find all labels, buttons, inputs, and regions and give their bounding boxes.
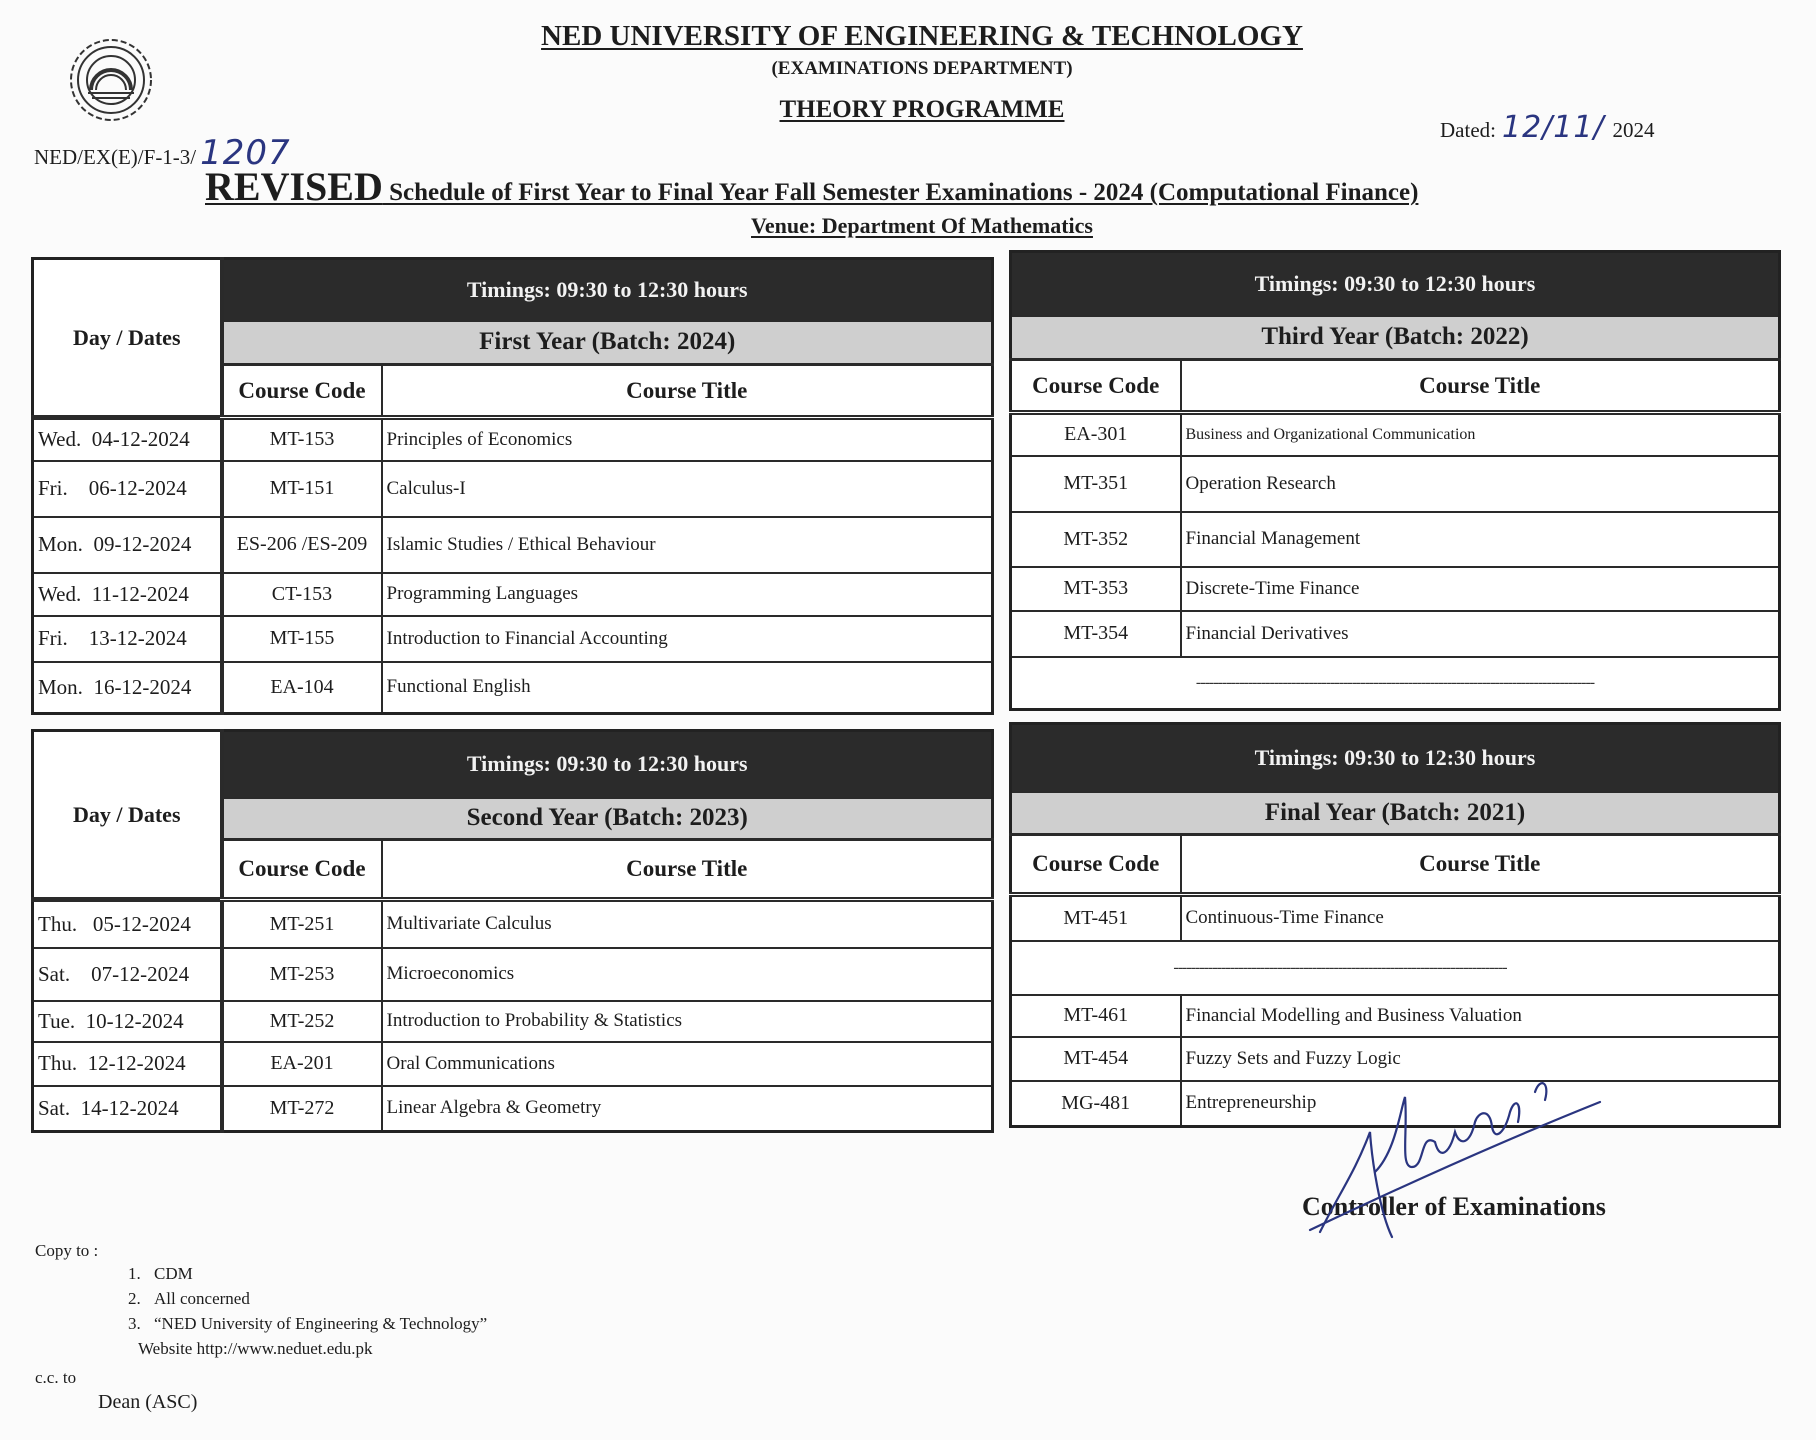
handwritten-signature-icon bbox=[1300, 1072, 1630, 1242]
table-row bbox=[33, 616, 993, 662]
course-title: Operation Research bbox=[1181, 456, 1780, 512]
exam-day-date: Thu. 05-12-2024 bbox=[33, 900, 222, 948]
course-code: MT-252 bbox=[222, 1001, 382, 1042]
course-code: MT-151 bbox=[222, 461, 382, 517]
course-title-header: Course Title bbox=[1181, 835, 1780, 895]
table-row bbox=[33, 1001, 993, 1042]
final-year-table bbox=[1009, 722, 1781, 1128]
reference-number: NED/EX(E)/F-1-3/ 1207 bbox=[34, 133, 291, 173]
batch-header: First Year (Batch: 2024) bbox=[222, 321, 993, 365]
course-code-header: Course Code bbox=[222, 365, 382, 418]
course-title: Fuzzy Sets and Fuzzy Logic bbox=[1181, 1037, 1780, 1081]
course-title: Introduction to Financial Accounting bbox=[382, 616, 993, 662]
copy-to-label: Copy to : bbox=[35, 1241, 99, 1260]
timing-header: Timings: 09:30 to 12:30 hours bbox=[1011, 252, 1780, 316]
timing-header: Timings: 09:30 to 12:30 hours bbox=[1011, 724, 1780, 792]
table-row bbox=[1011, 611, 1780, 657]
course-code: MT-353 bbox=[1011, 567, 1181, 611]
table-row bbox=[1011, 512, 1780, 567]
course-code-header: Course Code bbox=[222, 840, 382, 900]
course-title: Calculus-I bbox=[382, 461, 993, 517]
course-code-header: Course Code bbox=[1011, 835, 1181, 895]
blank-slot-dashes: ----------------------------------------------------------------------------- bbox=[1011, 941, 1780, 995]
course-code: EA-301 bbox=[1011, 413, 1181, 456]
course-code: ES-206 /ES-209 bbox=[222, 517, 382, 573]
handwritten-reference: 1207 bbox=[200, 133, 291, 173]
exam-day-date: Fri. 06-12-2024 bbox=[33, 461, 222, 517]
course-code: MT-451 bbox=[1011, 895, 1181, 941]
course-code: MT-251 bbox=[222, 900, 382, 948]
course-title: Oral Communications bbox=[382, 1042, 993, 1086]
day-dates-header: Day / Dates bbox=[33, 731, 222, 900]
course-title: Entrepreneurship bbox=[1181, 1081, 1780, 1127]
first-year-table bbox=[31, 257, 994, 715]
course-code: MT-454 bbox=[1011, 1037, 1181, 1081]
exam-day-date: Tue. 10-12-2024 bbox=[33, 1001, 222, 1042]
table-row-blank bbox=[1011, 941, 1780, 995]
course-code: CT-153 bbox=[222, 573, 382, 616]
handwritten-date: 12/11/ bbox=[1501, 110, 1605, 145]
table-row bbox=[33, 461, 993, 517]
exam-day-date: Mon. 16-12-2024 bbox=[33, 662, 222, 714]
course-code: MT-253 bbox=[222, 948, 382, 1001]
course-title: Business and Organizational Communication bbox=[1181, 413, 1780, 456]
course-code: MT-352 bbox=[1011, 512, 1181, 567]
department-name: (EXAMINATIONS DEPARTMENT) bbox=[771, 58, 1073, 79]
exam-day-date: Thu. 12-12-2024 bbox=[33, 1042, 222, 1086]
second-year-table bbox=[31, 729, 994, 1133]
exam-day-date: Mon. 09-12-2024 bbox=[33, 517, 222, 573]
table-row-blank bbox=[1011, 657, 1780, 710]
table-row bbox=[33, 948, 993, 1001]
course-title: Microeconomics bbox=[382, 948, 993, 1001]
course-title: Islamic Studies / Ethical Behaviour bbox=[382, 517, 993, 573]
timing-header: Timings: 09:30 to 12:30 hours bbox=[222, 259, 993, 321]
course-title: Programming Languages bbox=[382, 573, 993, 616]
batch-header: Third Year (Batch: 2022) bbox=[1011, 316, 1780, 360]
exam-day-date: Wed. 11-12-2024 bbox=[33, 573, 222, 616]
course-title: Financial Management bbox=[1181, 512, 1780, 567]
copy-to-list bbox=[128, 1264, 487, 1339]
course-title: Linear Algebra & Geometry bbox=[382, 1086, 993, 1132]
table-row bbox=[1011, 413, 1780, 456]
list-item: 1. CDM bbox=[128, 1264, 193, 1283]
timing-header: Timings: 09:30 to 12:30 hours bbox=[222, 731, 993, 798]
university-name: NED UNIVERSITY OF ENGINEERING & TECHNOLOGY bbox=[541, 20, 1303, 52]
course-title-header: Course Title bbox=[382, 365, 993, 418]
cc-recipient: Dean (ASC) bbox=[98, 1391, 198, 1413]
table-row bbox=[33, 1086, 993, 1132]
course-code: MT-461 bbox=[1011, 995, 1181, 1037]
course-title: Financial Derivatives bbox=[1181, 611, 1780, 657]
course-code: MT-351 bbox=[1011, 456, 1181, 512]
course-code: MT-153 bbox=[222, 418, 382, 461]
table-row bbox=[33, 1042, 993, 1086]
revised-label: REVISED bbox=[205, 164, 383, 209]
controller-of-examinations: Controller of Examinations bbox=[1302, 1192, 1606, 1221]
table-row bbox=[33, 517, 993, 573]
exam-day-date: Sat. 07-12-2024 bbox=[33, 948, 222, 1001]
course-title: Multivariate Calculus bbox=[382, 900, 993, 948]
exam-day-date: Sat. 14-12-2024 bbox=[33, 1086, 222, 1132]
table-row bbox=[1011, 995, 1780, 1037]
course-title: Functional English bbox=[382, 662, 993, 714]
exam-day-date: Wed. 04-12-2024 bbox=[33, 418, 222, 461]
schedule-title: REVISED Schedule of First Year to Final Year Fall Semester Examinations - 2024 (Computational Finance) bbox=[205, 164, 1419, 209]
website-link: Website http://www.neduet.edu.pk bbox=[138, 1339, 373, 1358]
course-code: MT-272 bbox=[222, 1086, 382, 1132]
course-code: EA-104 bbox=[222, 662, 382, 714]
dated-field: Dated: 12/11/ 2024 bbox=[1440, 110, 1655, 145]
table-row bbox=[1011, 895, 1780, 941]
table-row bbox=[33, 900, 993, 948]
course-title: Discrete-Time Finance bbox=[1181, 567, 1780, 611]
batch-header: Second Year (Batch: 2023) bbox=[222, 798, 993, 840]
third-year-table bbox=[1009, 250, 1781, 711]
course-title: Financial Modelling and Business Valuation bbox=[1181, 995, 1780, 1037]
blank-slot-dashes: -------------------------------------------------------------------------------------------- bbox=[1011, 657, 1780, 710]
exam-day-date: Fri. 13-12-2024 bbox=[33, 616, 222, 662]
table-row bbox=[1011, 567, 1780, 611]
list-item: 2. All concerned bbox=[128, 1289, 250, 1308]
course-code-header: Course Code bbox=[1011, 360, 1181, 413]
course-code: EA-201 bbox=[222, 1042, 382, 1086]
course-title: Principles of Economics bbox=[382, 418, 993, 461]
batch-header: Final Year (Batch: 2021) bbox=[1011, 792, 1780, 835]
table-row bbox=[33, 662, 993, 714]
table-row bbox=[1011, 456, 1780, 512]
list-item: 3. “NED University of Engineering & Technology” bbox=[128, 1314, 488, 1333]
course-title: Continuous-Time Finance bbox=[1181, 895, 1780, 941]
course-title-header: Course Title bbox=[382, 840, 993, 900]
table-row bbox=[33, 573, 993, 616]
course-title: Introduction to Probability & Statistics bbox=[382, 1001, 993, 1042]
day-dates-header: Day / Dates bbox=[33, 259, 222, 418]
table-row bbox=[33, 418, 993, 461]
course-code: MG-481 bbox=[1011, 1081, 1181, 1127]
course-title-header: Course Title bbox=[1181, 360, 1780, 413]
cc-label: c.c. to bbox=[35, 1368, 77, 1387]
course-code: MT-354 bbox=[1011, 611, 1181, 657]
venue: Venue: Department Of Mathematics bbox=[751, 213, 1093, 238]
course-code: MT-155 bbox=[222, 616, 382, 662]
programme-title: THEORY PROGRAMME bbox=[779, 96, 1065, 123]
